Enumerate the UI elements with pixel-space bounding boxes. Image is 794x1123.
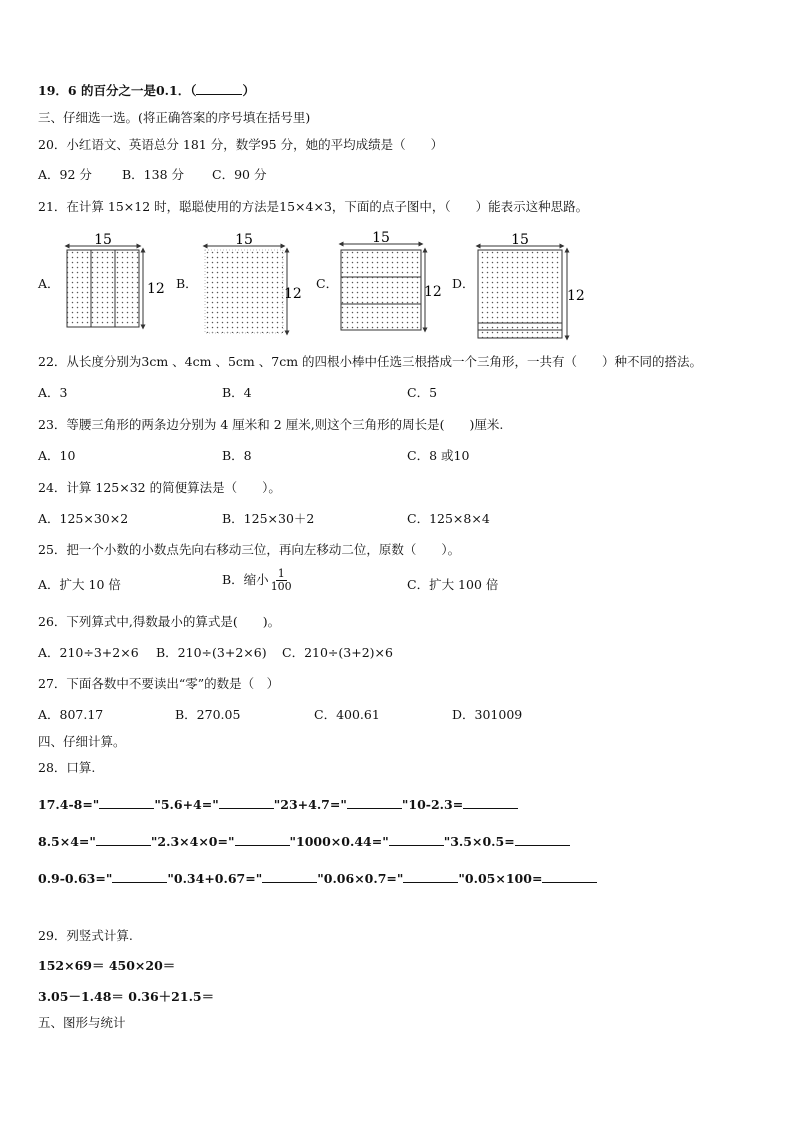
q28-r2-blank-2[interactable] [235, 833, 290, 846]
q27-option-a[interactable]: A．807.17 [38, 707, 104, 722]
q23-option-b[interactable]: B．8 [222, 448, 252, 463]
q21-diagram-b [205, 246, 287, 333]
q21-diagram-c [341, 244, 425, 330]
q28-r2-expr-2: "2.3×4×0=" [150, 834, 235, 849]
q22-option-c[interactable]: C．5 [407, 385, 438, 400]
q21-question: 21．在计算 15×12 时，聪聪使用的方法是15×4×3，下面的点子图中，（ ）能表示这种思路。 [38, 199, 589, 214]
q28-question: 28．口算. [38, 760, 96, 775]
q25-fraction-denominator: 100 [270, 580, 292, 593]
q20-question: 20．小红语文、英语总分 181 分，数学95 分，她的平均成绩是（ ） [38, 137, 444, 152]
q26-question: 26．下列算式中,得数最小的算式是( )。 [38, 614, 281, 629]
q28-r3-expr-4: "0.05×100= [458, 871, 543, 886]
q22-question: 22．从长度分别为3cm 、4cm 、5cm 、7cm 的四根小棒中任选三根搭成一个三角形，一共有（ ）种不同的搭法。 [38, 354, 703, 369]
q21-b-height-label: 12 [284, 286, 302, 302]
q28-r2-expr-4: "3.5×0.5= [443, 834, 515, 849]
q23-option-c[interactable]: C．8 或10 [407, 448, 470, 463]
q28-r3-blank-2[interactable] [262, 870, 317, 883]
q26-option-b[interactable]: B．210÷(3+2×6) [156, 645, 267, 660]
q28-row-1 [38, 796, 518, 813]
q24-question: 24．计算 125×32 的简便算法是（ ）。 [38, 480, 281, 495]
q25-option-a[interactable]: A．扩大 10 倍 [38, 577, 121, 592]
q21-c-height-label: 12 [424, 284, 442, 300]
q28-r3-blank-1[interactable] [112, 870, 167, 883]
q21-d-width-label: 15 [511, 232, 529, 248]
q29-question: 29．列竖式计算. [38, 928, 133, 943]
q25-fraction-numerator: 1 [277, 567, 285, 580]
q19-close: ） [242, 83, 255, 98]
q29-row-1: 152×69＝ 450×20＝ [38, 958, 176, 973]
q20-option-b[interactable]: B．138 分 [122, 167, 185, 182]
q28-r1-expr-4: "10-2.3= [401, 797, 464, 812]
q25-option-b-label: B．缩小 [222, 572, 269, 587]
q21-c-width-label: 15 [372, 230, 390, 246]
q28-r1-blank-2[interactable] [219, 796, 274, 809]
q22-option-b[interactable]: B．4 [222, 385, 252, 400]
q21-option-d-label[interactable]: D． [452, 276, 475, 291]
q27-question: 27．下面各数中不要读出“零”的数是（ ） [38, 676, 280, 691]
q28-r1-blank-1[interactable] [99, 796, 154, 809]
q28-r2-expr-3: "1000×0.44=" [289, 834, 389, 849]
section-5-title: 五、图形与统计 [38, 1015, 126, 1030]
q26-option-c[interactable]: C．210÷(3+2)×6 [282, 645, 393, 660]
q25-question: 25．把一个小数的小数点先向右移动三位，再向左移动二位，原数（ ）。 [38, 542, 461, 557]
q28-r2-blank-3[interactable] [389, 833, 444, 846]
q25-fraction [271, 568, 292, 593]
q21-d-height-label: 12 [567, 288, 585, 304]
q20-option-a[interactable]: A．92 分 [38, 167, 92, 182]
q21-diagram-d [478, 246, 567, 338]
q28-r1-blank-3[interactable] [347, 796, 402, 809]
q21-diagram-a [67, 246, 143, 327]
q27-option-d[interactable]: D．301009 [452, 707, 523, 722]
q21-dot-diagrams [0, 0, 794, 360]
section-4-title: 四、仔细计算。 [38, 734, 126, 749]
q28-r1-expr-1: 17.4-8=" [38, 797, 100, 812]
q23-option-a[interactable]: A．10 [38, 448, 76, 463]
section-3-title: 三、仔细选一选。(将正确答案的序号填在括号里) [38, 110, 311, 125]
q21-a-width-label: 15 [94, 232, 112, 248]
q21-option-c-label[interactable]: C． [316, 276, 339, 291]
q28-r1-blank-4[interactable] [463, 796, 518, 809]
q21-b-width-label: 15 [235, 232, 253, 248]
q28-r3-blank-4[interactable] [542, 870, 597, 883]
q28-r3-expr-3: "0.06×0.7=" [317, 871, 404, 886]
q28-row-2 [38, 833, 570, 850]
q24-option-c[interactable]: C．125×8×4 [407, 511, 490, 526]
q28-r3-expr-2: "0.34+0.67=" [167, 871, 263, 886]
q28-r1-expr-3: "23+4.7=" [273, 797, 347, 812]
q20-option-c[interactable]: C．90 分 [212, 167, 267, 182]
q23-question: 23．等腰三角形的两条边分别为 4 厘米和 2 厘米,则这个三角形的周长是( )厘米. [38, 417, 504, 432]
q28-r1-expr-2: "5.6+4=" [154, 797, 219, 812]
q27-option-b[interactable]: B．270.05 [175, 707, 241, 722]
q21-a-height-label: 12 [147, 281, 165, 297]
q22-option-a[interactable]: A．3 [38, 385, 68, 400]
q19-text: 19．6 的百分之一是0.1．（ [38, 83, 197, 98]
q28-r3-blank-3[interactable] [403, 870, 458, 883]
q27-option-c[interactable]: C．400.61 [314, 707, 380, 722]
q28-row-3 [38, 870, 597, 887]
q21-option-a-label[interactable]: A． [38, 276, 60, 291]
q24-option-b[interactable]: B．125×30＋2 [222, 511, 315, 526]
q25-option-b[interactable] [222, 568, 292, 593]
q28-r2-blank-4[interactable] [515, 833, 570, 846]
q28-r3-expr-1: 0.9-0.63=" [38, 871, 113, 886]
q29-row-2: 3.05－1.48＝ 0.36＋21.5＝ [38, 989, 215, 1004]
q21-option-b-label[interactable]: B． [176, 276, 198, 291]
q25-option-c[interactable]: C．扩大 100 倍 [407, 577, 499, 592]
q28-r2-blank-1[interactable] [96, 833, 151, 846]
q24-option-a[interactable]: A．125×30×2 [38, 511, 129, 526]
q28-r2-expr-1: 8.5×4=" [38, 834, 96, 849]
q26-option-a[interactable]: A．210÷3+2×6 [38, 645, 139, 660]
